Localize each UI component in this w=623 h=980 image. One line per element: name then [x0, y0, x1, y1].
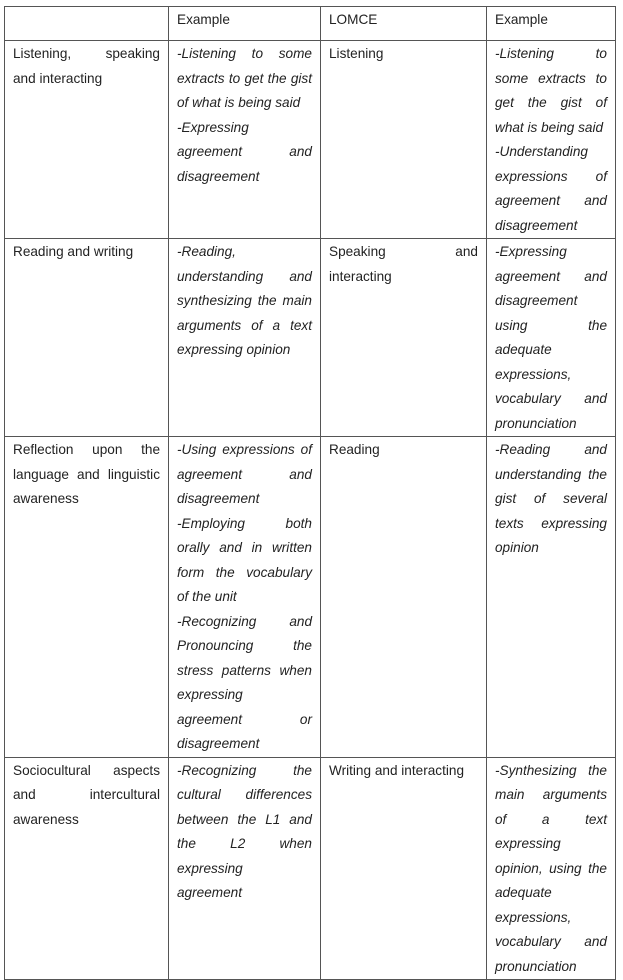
cell-text-line: of a text — [495, 811, 607, 827]
lomce-example-cell — [487, 437, 616, 758]
cell-text-line: disagreement — [495, 217, 578, 233]
lomce-example-cell — [487, 41, 616, 239]
cell-text-line: using the — [495, 317, 607, 333]
competence-cell — [5, 757, 169, 980]
header-cell: Example — [487, 7, 616, 41]
cell-text-line: understanding and — [177, 268, 312, 284]
cell-text-line: expressing opinion — [177, 342, 291, 357]
cell-text-line: the L2 when — [177, 836, 312, 851]
lomce-cell — [321, 41, 487, 239]
cell-text-line: disagreement — [495, 293, 578, 308]
cell-text-line: agreement and — [177, 466, 312, 482]
header-cell: Example — [169, 7, 321, 41]
cell-text-line: adequate — [495, 885, 552, 900]
competence-cell — [5, 41, 169, 239]
cell-text-line: -Reading and — [495, 442, 607, 457]
cell-text-line: pronunciation — [495, 958, 577, 974]
cell-text-line: extracts to get the gist — [177, 70, 312, 86]
cell-text-line: Sociocultural aspects — [13, 762, 160, 778]
cell-text-line: some extracts to — [495, 70, 607, 86]
cell-text-line: what is being said — [495, 119, 604, 135]
table-row — [5, 757, 616, 980]
cell-text-line: expressing — [495, 836, 561, 851]
cell-text-line: main arguments — [495, 787, 607, 802]
table-row — [5, 437, 616, 758]
cell-text-line: Listening — [329, 46, 384, 61]
cell-text-line: expressing — [177, 860, 243, 876]
cell-text-line: opinion, using the — [495, 860, 607, 876]
cell-text-line: stress patterns when — [177, 662, 312, 678]
cell-text-line: Writing and interacting — [329, 762, 465, 778]
cell-text-line: -Listening to some — [177, 46, 312, 61]
cell-text-line: Reading — [329, 442, 380, 457]
cell-text-line: -Using expressions of — [177, 442, 312, 457]
cell-text-line: of the unit — [177, 589, 237, 604]
cell-text-line: Reflection upon the — [13, 442, 160, 457]
cell-text-line: disagreement — [177, 491, 260, 506]
cell-text-line: synthesizing the main — [177, 293, 312, 308]
cell-text-line: texts expressing — [495, 515, 607, 531]
cell-text-line: gist of several — [495, 491, 607, 506]
cell-text-line: -Recognizing the — [177, 762, 312, 778]
cell-text-line: expressions of — [495, 168, 607, 184]
lomce-comparison-table — [4, 6, 616, 980]
cell-text-line: disagreement — [177, 168, 260, 184]
cell-text-line: orally and in written — [177, 540, 312, 555]
table-row — [5, 41, 616, 239]
lomce-cell — [321, 239, 487, 437]
cell-text-line: and intercultural — [13, 787, 160, 802]
cell-text-line: -Expressing — [177, 119, 249, 135]
cell-text-line: disagreement — [177, 736, 260, 751]
cell-text-line: awareness — [13, 491, 79, 506]
cell-text-line: -Reading, — [177, 244, 236, 259]
cell-text-line: agreement — [177, 885, 242, 900]
cell-text-line: expressions, — [495, 909, 572, 925]
cell-text-line: -Employing both — [177, 515, 312, 531]
cell-text-line: understanding the — [495, 466, 607, 482]
cell-text-line: opinion — [495, 540, 539, 555]
cell-text-line: adequate — [495, 342, 552, 357]
cell-text-line: form the vocabulary — [177, 564, 312, 580]
cell-text-line: between the L1 and — [177, 811, 312, 827]
cell-text-line: arguments of a text — [177, 317, 312, 333]
cell-text-line: Reading and writing — [13, 244, 134, 259]
competence-cell — [5, 239, 169, 437]
header-cell — [5, 7, 169, 41]
cell-text-line: awareness — [13, 811, 79, 827]
example-cell — [169, 437, 321, 758]
lomce-cell — [321, 437, 487, 758]
cell-text-line: pronunciation — [495, 415, 577, 431]
lomce-cell — [321, 757, 487, 980]
cell-text-line: of what is being said — [177, 95, 301, 110]
cell-text-line: and interacting — [13, 70, 103, 86]
competence-cell — [5, 437, 169, 758]
lomce-example-cell — [487, 239, 616, 437]
cell-text-line: agreement or — [177, 711, 312, 727]
cell-text-line: Listening, speaking — [13, 46, 160, 61]
cell-text-line: -Recognizing and — [177, 613, 312, 629]
cell-text-line: vocabulary and — [495, 934, 607, 949]
cell-text-line: interacting — [329, 268, 392, 284]
table-row — [5, 239, 616, 437]
lomce-example-cell — [487, 757, 616, 980]
header-cell: LOMCE — [321, 7, 487, 41]
cell-text-line: -Listening to — [495, 46, 607, 61]
cell-text-line: -Expressing — [495, 244, 567, 259]
example-cell — [169, 41, 321, 239]
example-cell — [169, 757, 321, 980]
cell-text-line: expressions, — [495, 366, 572, 382]
cell-text-line: vocabulary and — [495, 391, 607, 406]
cell-text-line: agreement and — [495, 193, 607, 208]
example-cell — [169, 239, 321, 437]
cell-text-line: agreement and — [495, 268, 607, 284]
cell-text-line: language and linguistic — [13, 466, 160, 482]
cell-text-line: -Synthesizing the — [495, 762, 607, 778]
cell-text-line: Pronouncing the — [177, 638, 312, 653]
cell-text-line: agreement and — [177, 144, 312, 159]
cell-text-line: cultural differences — [177, 787, 312, 802]
cell-text-line: get the gist of — [495, 95, 607, 110]
cell-text-line: Speaking and — [329, 244, 478, 259]
cell-text-line: expressing — [177, 687, 243, 702]
header-row — [5, 7, 616, 41]
cell-text-line: -Understanding — [495, 144, 588, 159]
